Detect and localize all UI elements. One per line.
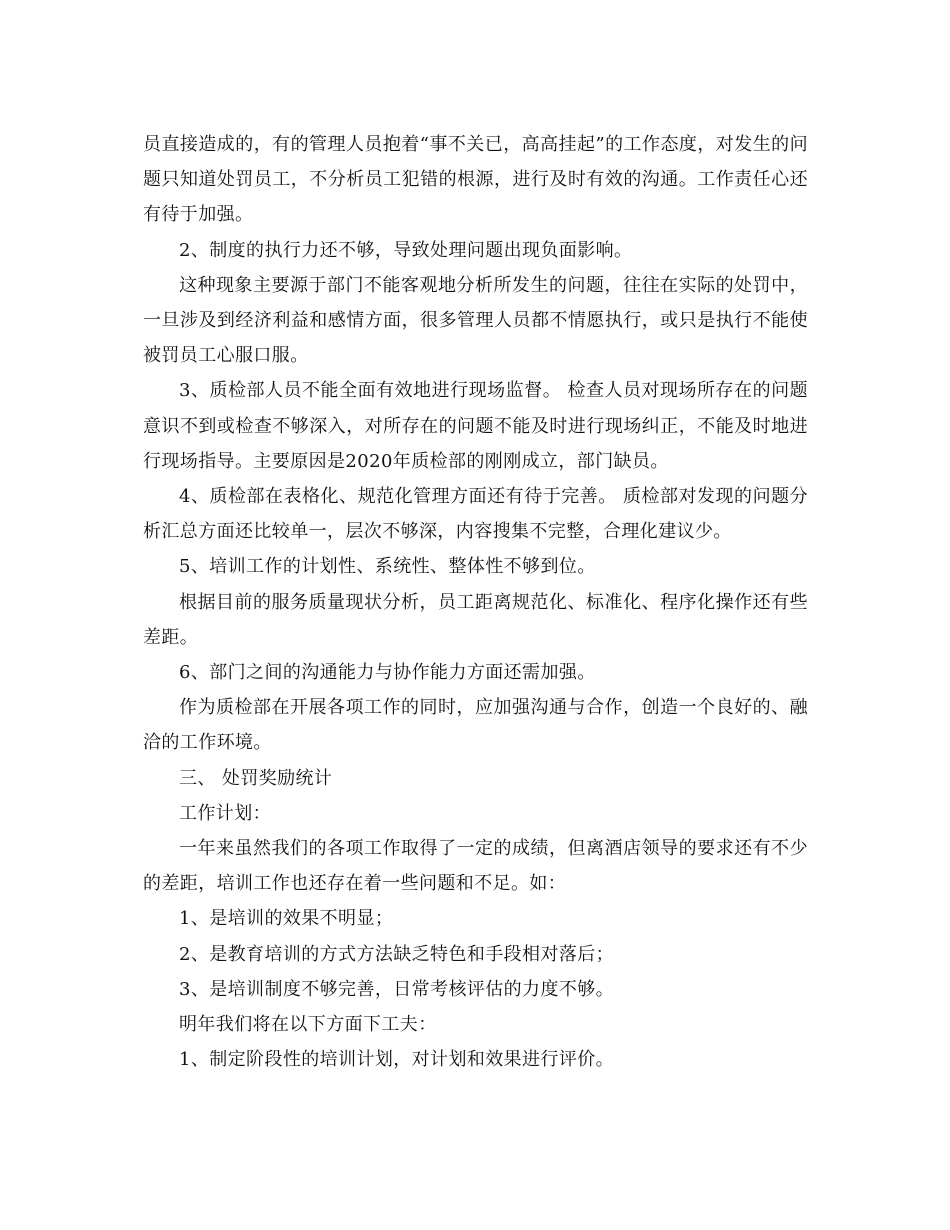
work-plan-heading: 工作计划： (179, 802, 271, 824)
paragraph-3: 这种现象主要源于部门不能客观地分析所发生的问题，往往在实际的处罚中，一旦涉及到经济利益和感情方面，很多管理人员都不情愿执行，或只是执行不能使被罚员工心服口服。 (143, 274, 808, 367)
paragraph-1: 员直接造成的，有的管理人员抱着“事不关已，高高挂起”的工作态度，对发生的问题只知道处罚员工，不分析员工犯错的根源，进行及时有效的沟通。工作责任心还有待于加强。 (143, 134, 808, 226)
paragraph-5: 4、质检部在表格化、规范化管理方面还有待于完善。 质检部对发现的问题分析汇总方面还比较单一，层次不够深，内容搜集不完整，合理化建议少。 (143, 486, 808, 543)
list-item-3: 3、是培训制度不够完善，日常考核评估的力度不够。 (179, 978, 615, 1000)
paragraph-2: 2、制度的执行力还不够，导致处理问题出现负面影响。 (179, 239, 633, 261)
paragraph-8: 6、部门之间的沟通能力与协作能力方面还需加强。 (179, 662, 596, 684)
document-body (143, 127, 808, 1077)
paragraph-7: 根据目前的服务质量现状分析，员工距离规范化、标准化、程序化操作还有些差距。 (143, 591, 808, 648)
paragraph-4: 3、质检部人员不能全面有效地进行现场监督。 检查人员对现场所存在的问题意识不到或检查不够深入，对所存在的问题不能及时进行现场纠正，不能及时地进行现场指导。主要原因是2020年质检部的刚刚成立，部门缺员。 (143, 380, 808, 472)
section-heading-3: 三、 处罚奖励统计 (179, 767, 333, 789)
paragraph-12: 一年来虽然我们的各项工作取得了一定的成绩，但离酒店领导的要求还有不少的差距，培训工作也还存在着一些问题和不足。如： (143, 838, 808, 895)
plan-item-1: 1、制定阶段性的培训计划，对计划和效果进行评价。 (179, 1049, 615, 1071)
paragraph-9: 作为质检部在开展各项工作的同时，应加强沟通与合作，创造一个良好的、融洽的工作环境。 (143, 697, 808, 754)
paragraph-6: 5、培训工作的计划性、系统性、整体性不够到位。 (179, 556, 596, 578)
list-item-1: 1、是培训的效果不明显； (179, 908, 394, 930)
paragraph-16: 明年我们将在以下方面下工夫： (179, 1014, 437, 1036)
list-item-2: 2、是教育培训的方式方法缺乏特色和手段相对落后； (179, 943, 615, 965)
